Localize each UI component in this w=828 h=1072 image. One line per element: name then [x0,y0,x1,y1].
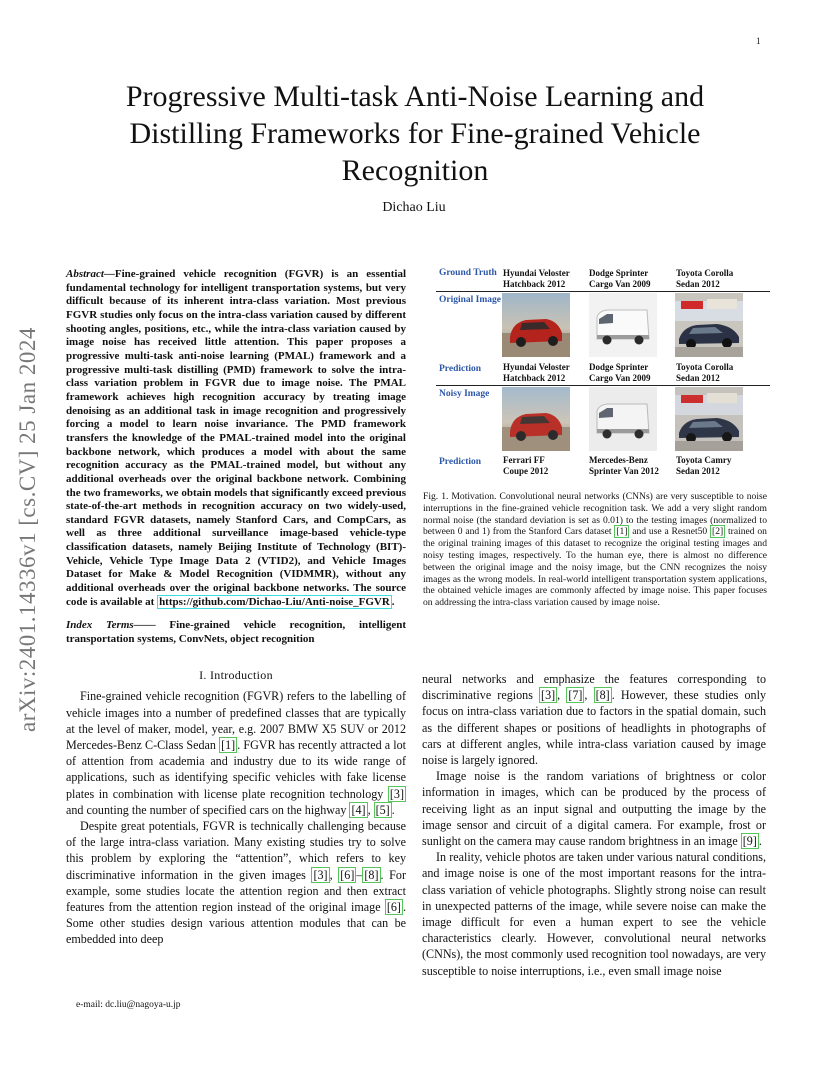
text-run: , [584,688,594,703]
cell-line: Sedan 2012 [676,466,720,476]
original-image-label: Original Image [439,295,502,305]
text-run: and use a Resnet50 [629,526,710,538]
citation-link[interactable]: [8] [595,688,610,703]
cell-line: Sedan 2012 [676,279,720,289]
pred-orig-cell-1 [503,362,593,384]
cell-line: Cargo Van 2009 [589,373,651,383]
gt-cell-3 [676,268,766,290]
figure-divider [436,291,770,292]
citation-link[interactable]: [3] [313,867,328,882]
figure-1-caption [423,491,767,609]
cell-line: Hyundai Veloster [503,362,570,372]
cell-line: Sprinter Van 2012 [589,466,659,476]
citation-link[interactable]: [9] [742,834,757,849]
gt-cell-1 [503,268,593,290]
abstract-text: —Fine-grained vehicle recognition (FGVR) is an essential fundamental technology for intelligent transportation systems, but very difficult because of its inherent intra-class variation. Most previous FGVR studies only focus on the intra-class variation caused by different shooting angles, positions, etc., while the intra-class variation caused by image noise has received little attention. This paper proposes a progressive multi-task anti-noise learning (PMAL) framework and a progressive multi-task distilling (PMD) framework to solve the intra-class variation problem in FGVR due to image noise. The PMAL framework achieves high recognition accuracy by treating image denoising as an additional task in image recognition and progressively forcing a model to learn noise invariance. The PMD framework transfers the knowledge of the PMAL-trained model into the original backbone network, which produces a model with about the same recognition accuracy as the PMAL-trained model, but without any additional overheads over the original backbone network. Combining the two frameworks, we obtain models that significantly exceed previous state-of-the-art methods in recognition accuracy on two widely-used, standard FGVR datasets, namely Stanford Cars, and CompCars, as well as three additional surveillance image-based vehicle-type classification datasets, namely Beijing Institute of Technology (BIT)-Vehicle, Vehicle Type Image Data 2 (VTID2), and Vehicle Images Dataset for Make & Model Recognition (VIDMMR), without any additional overheads over the original backbone networks. The source code is available at [66,268,406,608]
citation-link[interactable]: [6] [340,867,355,882]
text-run: . For example, some studies locate the attention region and then extract features from the attention region instead of the original image [66,867,406,915]
text-run: . FGVR has recently attracted a lot of attention from academia and industry due to its wide range of applications, such as identifying specific vehicles with fake license plates in combination with license plate recognition technology [66,737,407,801]
source-code-link[interactable]: https://github.com/Dichao-Liu/Anti-noise_FGVR [159,595,390,608]
cell-line: Toyota Corolla [676,362,734,372]
cell-line: Hatchback 2012 [503,279,566,289]
left-column [66,268,406,948]
pred-orig-cell-2 [589,362,679,384]
footnote-email: e-mail: dc.liu@nagoya-u.jp [76,1000,181,1010]
citation-link[interactable]: [1] [616,526,628,538]
noisy-blue-sedan-image [675,387,743,451]
pred-orig-cell-3 [676,362,766,384]
abstract-lead: Abstract [66,268,104,280]
text-run: Fig. 1. Motivation. Convolutional neural networks (CNNs) are very susceptible to noise interruptions in the fine-grained vehicle recognition task. We add a very slight random normal noise (the standard deviation is set as 0.01) to the testing images (normalized to between 0 and 1) from the Stanford Cars dataset [423,491,767,538]
section-heading-introduction: I. Introduction [199,667,273,682]
cell-line: Mercedes-Benz [589,455,648,465]
noisy-image-row [436,387,770,451]
text-run: – [356,867,363,882]
text-run: , [329,867,339,882]
text-run: . [391,802,395,817]
intro-paragraph-image-noise [422,768,766,849]
citation-link[interactable]: [2] [712,526,724,538]
pred-noisy-cell-2 [589,455,679,477]
index-terms-text: —— Fine-grained vehicle recognition, intelligent transportation systems, ConvNets, object recognition [66,619,406,646]
ground-truth-label: Ground Truth [439,268,497,278]
figure-divider [436,385,770,386]
text-run: neural networks and emphasize the features corresponding to discriminative regions [422,672,766,703]
intro-paragraph-continued [422,671,766,768]
paper-author: Dichao Liu [382,200,446,215]
noisy-image-label: Noisy Image [439,389,490,399]
text-run: , [557,688,567,703]
cell-line: Toyota Camry [676,455,732,465]
cell-line: Dodge Sprinter [589,362,649,372]
abstract-end: . [391,595,395,608]
figure-1 [436,266,770,481]
prediction-label: Prediction [439,364,482,374]
text-run: Fine-grained vehicle recognition (FGVR) refers to the labelling of vehicle images into a number of predefined classes that are typically at the level of maker, model, year, e.g. 2007 BMW X5 SUV or 2012 Mercedes-Benz C-Class Sedan [66,689,406,752]
citation-link[interactable]: [5] [375,802,390,817]
paper-title: Progressive Multi-task Anti-Noise Learning and Distilling Frameworks for Fine-grained Vehicle Recognition [125,80,705,187]
blue-sedan-image [675,293,743,357]
gt-cell-2 [589,268,679,290]
pred-noisy-cell-1 [503,455,593,477]
arxiv-identifier: arXiv:2401.14336v1 [cs.CV] 25 Jan 2024 [15,327,40,732]
citation-link[interactable]: [4] [351,802,366,817]
citation-link[interactable]: [3] [541,688,556,703]
cell-line: Hatchback 2012 [503,373,566,383]
intro-paragraph-reality: In reality, vehicle photos are taken under various natural conditions, and image noise is one of the most important reasons for the intra-class variation of vehicle photographs. Slightly strong noise can result in unexpected patterns of the image, while severe noise can make the image difficult for even a human expert to see the vehicle characteristics clearly. However, convolutional neural networks (CNNs), the most commonly used recognition tool nowadays, are very susceptible to noise interruptions, i.e., even small image noise [422,850,766,978]
noisy-white-van-image [589,387,657,451]
white-van-image [589,293,657,357]
citation-link[interactable]: [8] [364,867,379,882]
text-run: . [758,834,762,849]
introduction-right [422,671,766,979]
cell-line: Coupe 2012 [503,466,549,476]
introduction-left [66,688,406,947]
text-run: , [367,802,374,817]
page-number: 1 [756,36,761,46]
cell-line: Toyota Corolla [676,268,734,278]
text-run: . Some other studies design various attention modules that can be embedded into deep [66,900,406,947]
citation-link[interactable]: [3] [389,786,404,801]
red-hatchback-image [502,293,570,357]
index-terms-lead: Index Terms [66,619,134,632]
noisy-red-hatchback-image [502,387,570,451]
citation-link[interactable]: [6] [386,900,401,915]
cell-line: Cargo Van 2009 [589,279,651,289]
cell-line: Dodge Sprinter [589,268,649,278]
index-terms [66,619,406,646]
prediction-noisy-row [436,455,770,483]
citation-link[interactable]: [7] [568,688,583,703]
text-run: Despite great potentials, FGVR is technically challenging because of the large intra-class variation. Many existing studies try to solve this problem by exploring the “attention”, which refers to key discriminative information in the given images [66,819,406,882]
text-run: Image noise is the random variations of brightness or color information in images, which can be produced by the process of receiving light as an input signal and outputting the image by the image sensor and circuit of a digital camera. For example, frost or sunlight on the camera may cause random brightness in an image [422,769,766,849]
prediction-label: Prediction [439,457,482,467]
cell-line: Hyundai Veloster [503,268,570,278]
text-run: . However, these studies only focus on intra-class variation due to factors in the spatial domain, such as the different shapes or positions of headlights in photographs of cars at different angles, while intra-class variation caused by image noise is largely ignored. [422,688,767,768]
cell-line: Sedan 2012 [676,373,720,383]
text-run: and counting the number of specified cars on the highway [66,802,350,817]
intro-paragraph-1 [66,688,406,818]
abstract [66,268,406,609]
intro-paragraph-2 [66,818,406,948]
citation-link[interactable]: [1] [221,737,236,752]
cell-line: Ferrari FF [503,455,545,465]
text-run: trained on the original training images of this dataset to recognize the original testing images and noisy testing images, respectively. To the human eye, there is almost no difference between the original image and the noisy image, but the CNN recognizes the noisy images as the wrong models. In real-world intelligent transportation system applications, the obtained vehicle images are commonly affected by image noise. This paper focuses on addressing the intra-class variation caused by image noise. [423,526,767,609]
original-image-row [436,293,770,357]
pred-noisy-cell-3 [676,455,766,477]
